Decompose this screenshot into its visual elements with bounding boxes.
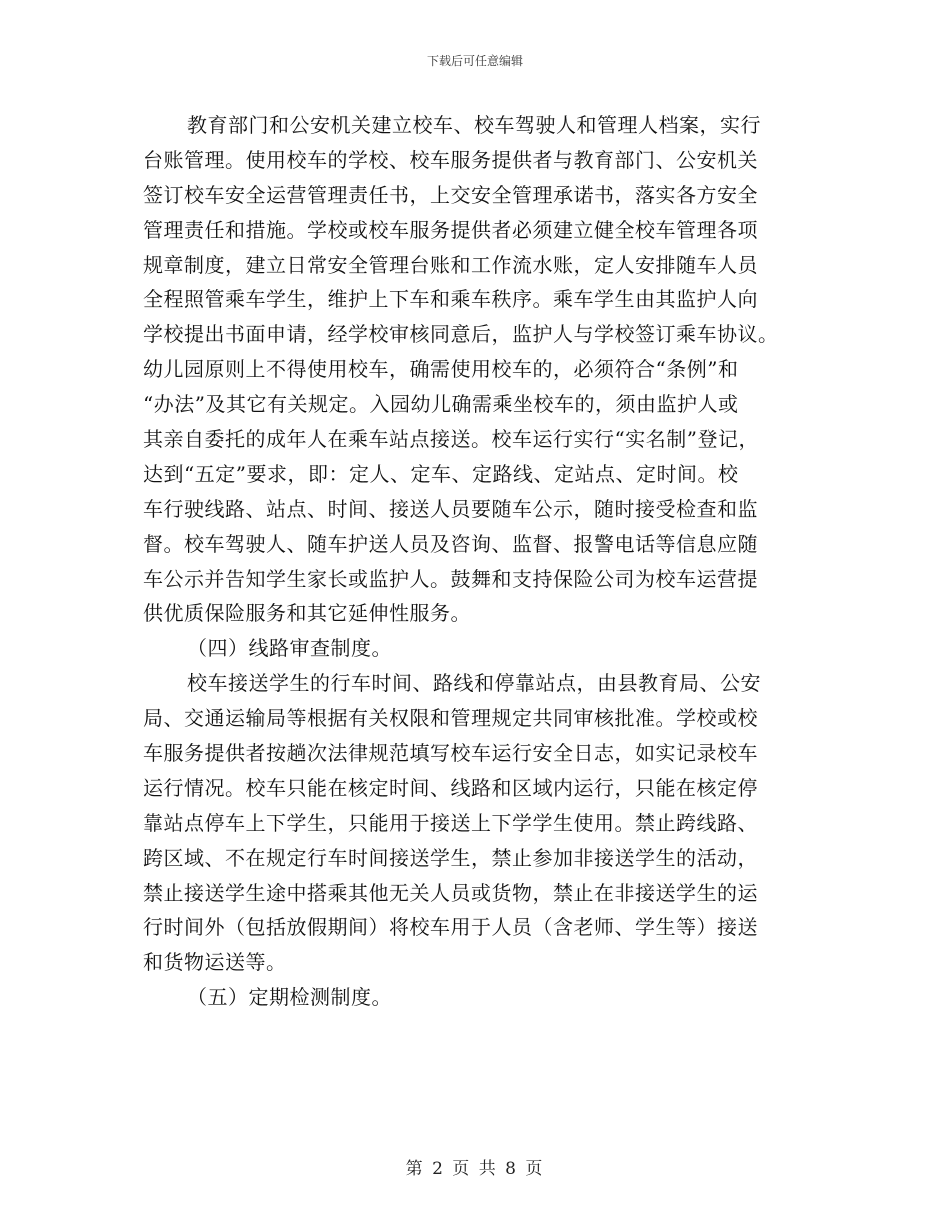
text-line: 教育部门和公安机关建立校车、校车驾驶人和管理人档案，实行 [187,113,761,137]
text-line: 签订校车安全运营管理责任书，上交安全管理承诺书，落实各方安全 [143,182,758,207]
text-line: 全程照管乘车学生，维护上下车和乘车秩序。乘车学生由其监护人向 [143,287,758,312]
section-heading: （四）线路审查制度。 [187,636,392,661]
text-line: 车公示并告知学生家长或监护人。鼓舞和支持保险公司为校车运营提 [143,566,758,591]
text-line: 管理责任和措施。学校或校车服务提供者必须建立健全校车管理各项 [143,217,758,242]
page-footer: 第 2 页 共 8 页 [405,1159,545,1179]
text-line: 禁止接送学生途中搭乘其他无关人员或货物，禁止在非接送学生的运 [143,880,758,905]
text-line: 台账管理。使用校车的学校、校车服务提供者与教育部门、公安机关 [143,147,758,172]
text-line: 靠站点停车上下学生，只能用于接送上下学学生使用。禁止跨线路、 [143,810,758,835]
text-line: 学校提出书面申请，经学校审核同意后，监护人与学校签订乘车协议。 [143,322,779,347]
text-line: 车行驶线路、站点、时间、接送人员要随车公示，随时接受检查和监 [143,496,758,521]
text-line: 其亲自委托的成年人在乘车站点接送。校车运行实行“实名制”登记， [143,427,759,452]
text-line: 校车接送学生的行车时间、路线和停靠站点，由县教育局、公安 [187,671,761,696]
text-line: 车服务提供者按趟次法律规范填写校车运行安全日志，如实记录校车 [143,741,758,766]
text-line: “办法”及其它有关规定。入园幼儿确需乘坐校车的，须由监护人或 [143,392,739,417]
text-line: 跨区域、不在规定行车时间接送学生，禁止参加非接送学生的活动， [143,845,758,870]
text-line: 局、交通运输局等根据有关权限和管理规定共同审核批准。学校或校 [143,706,758,731]
page-header: 下载后可任意编辑 [426,54,523,68]
text-line: 运行情况。校车只能在核定时间、线路和区域内运行，只能在核定停 [143,775,758,800]
text-line: 督。校车驾驶人、随车护送人员及咨询、监督、报警电话等信息应随 [143,531,758,556]
text-line: 达到“五定”要求，即：定人、定车、定路线、定站点、定时间。校 [143,461,739,486]
text-line: 供优质保险服务和其它延伸性服务。 [143,601,471,626]
text-line: 和货物运送等。 [143,950,287,975]
text-line: 规章制度，建立日常安全管理台账和工作流水账，定人安排随车人员 [143,252,758,277]
section-heading: （五）定期检测制度。 [187,985,392,1010]
text-line: 行时间外（包括放假期间）将校车用于人员（含老师、学生等）接送 [143,915,758,940]
text-line: 幼儿园原则上不得使用校车，确需使用校车的，必须符合“条例”和 [143,357,739,382]
document-body [143,108,815,1015]
